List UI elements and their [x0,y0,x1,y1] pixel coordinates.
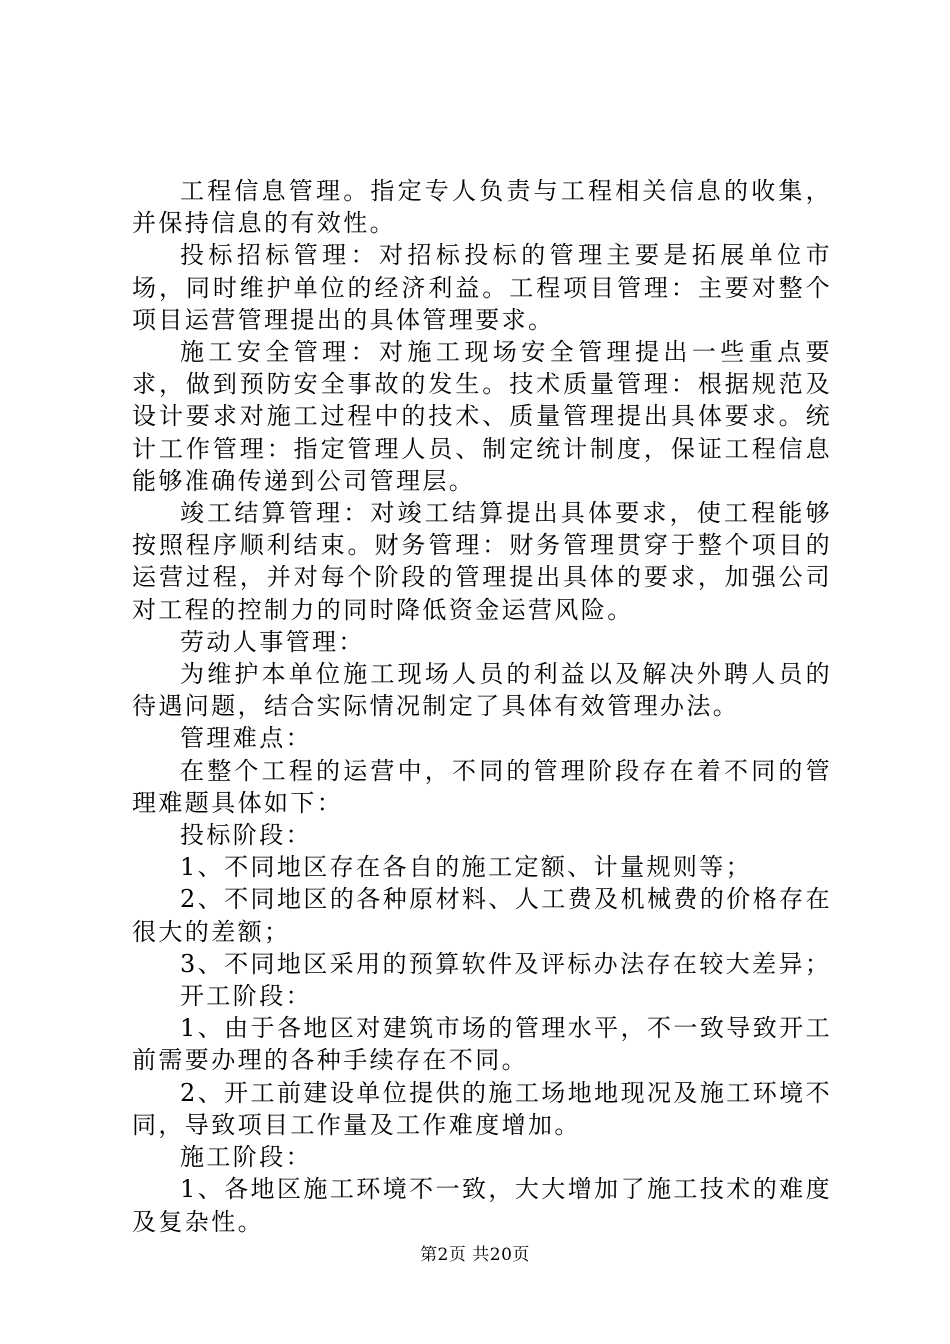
paragraph-start-stage-item-1: 1、由于各地区对建筑市场的管理水平，不一致导致开工前需要办理的各种手续存在不同。 [132,1014,832,1075]
paragraph-bidding-management: 投标招标管理：对招标投标的管理主要是拓展单位市场，同时维护单位的经济利益。工程项目管理：主要对整个项目运营管理提出的具体管理要求。 [132,241,832,334]
paragraph-completion-settlement-management: 竣工结算管理：对竣工结算提出具体要求，使工程能够按照程序顺利结束。财务管理：财务管理贯穿于整个项目的运营过程，并对每个阶段的管理提出具体的要求，加强公司对工程的控制力的同时降低资金运营风险。 [132,499,832,624]
paragraph-start-stage-heading: 开工阶段： [180,982,312,1011]
paragraph-management-difficulties-intro: 在整个工程的运营中，不同的管理阶段存在着不同的管理难题具体如下： [132,756,832,817]
page-number-indicator: 第2页 共20页 [420,1245,530,1265]
paragraph-bidding-stage-item-3: 3、不同地区采用的预算软件及评标办法存在较大差异； [180,949,832,978]
paragraph-construction-stage-item-1: 1、各地区施工环境不一致，大大增加了施工技术的难度及复杂性。 [132,1175,832,1236]
paragraph-start-stage-item-2: 2、开工前建设单位提供的施工场地地现况及施工环境不同，导致项目工作量及工作难度增加。 [132,1078,832,1139]
paragraph-management-difficulties-heading: 管理难点： [180,724,312,753]
page-footer [0,1244,950,1266]
paragraph-construction-stage-heading: 施工阶段： [180,1143,312,1172]
paragraph-bidding-stage-heading: 投标阶段： [180,821,312,850]
paragraph-construction-safety-management: 施工安全管理：对施工现场安全管理提出一些重点要求，做到预防安全事故的发生。技术质量管理：根据规范及设计要求对施工过程中的技术、质量管理提出具体要求。统计工作管理：指定管理人员、制定统计制度，保证工程信息能够准确传递到公司管理层。 [132,338,832,495]
document-body [132,175,832,1238]
paragraph-labor-personnel-body: 为维护本单位施工现场人员的利益以及解决外聘人员的待遇问题，结合实际情况制定了具体有效管理办法。 [132,660,832,721]
paragraph-bidding-stage-item-1: 1、不同地区存在各自的施工定额、计量规则等； [180,853,753,882]
paragraph-labor-personnel-heading: 劳动人事管理： [180,627,365,656]
paragraph-project-info-management: 工程信息管理。指定专人负责与工程相关信息的收集，并保持信息的有效性。 [132,177,832,238]
paragraph-bidding-stage-item-2: 2、不同地区的各种原材料、人工费及机械费的价格存在很大的差额； [132,885,832,946]
